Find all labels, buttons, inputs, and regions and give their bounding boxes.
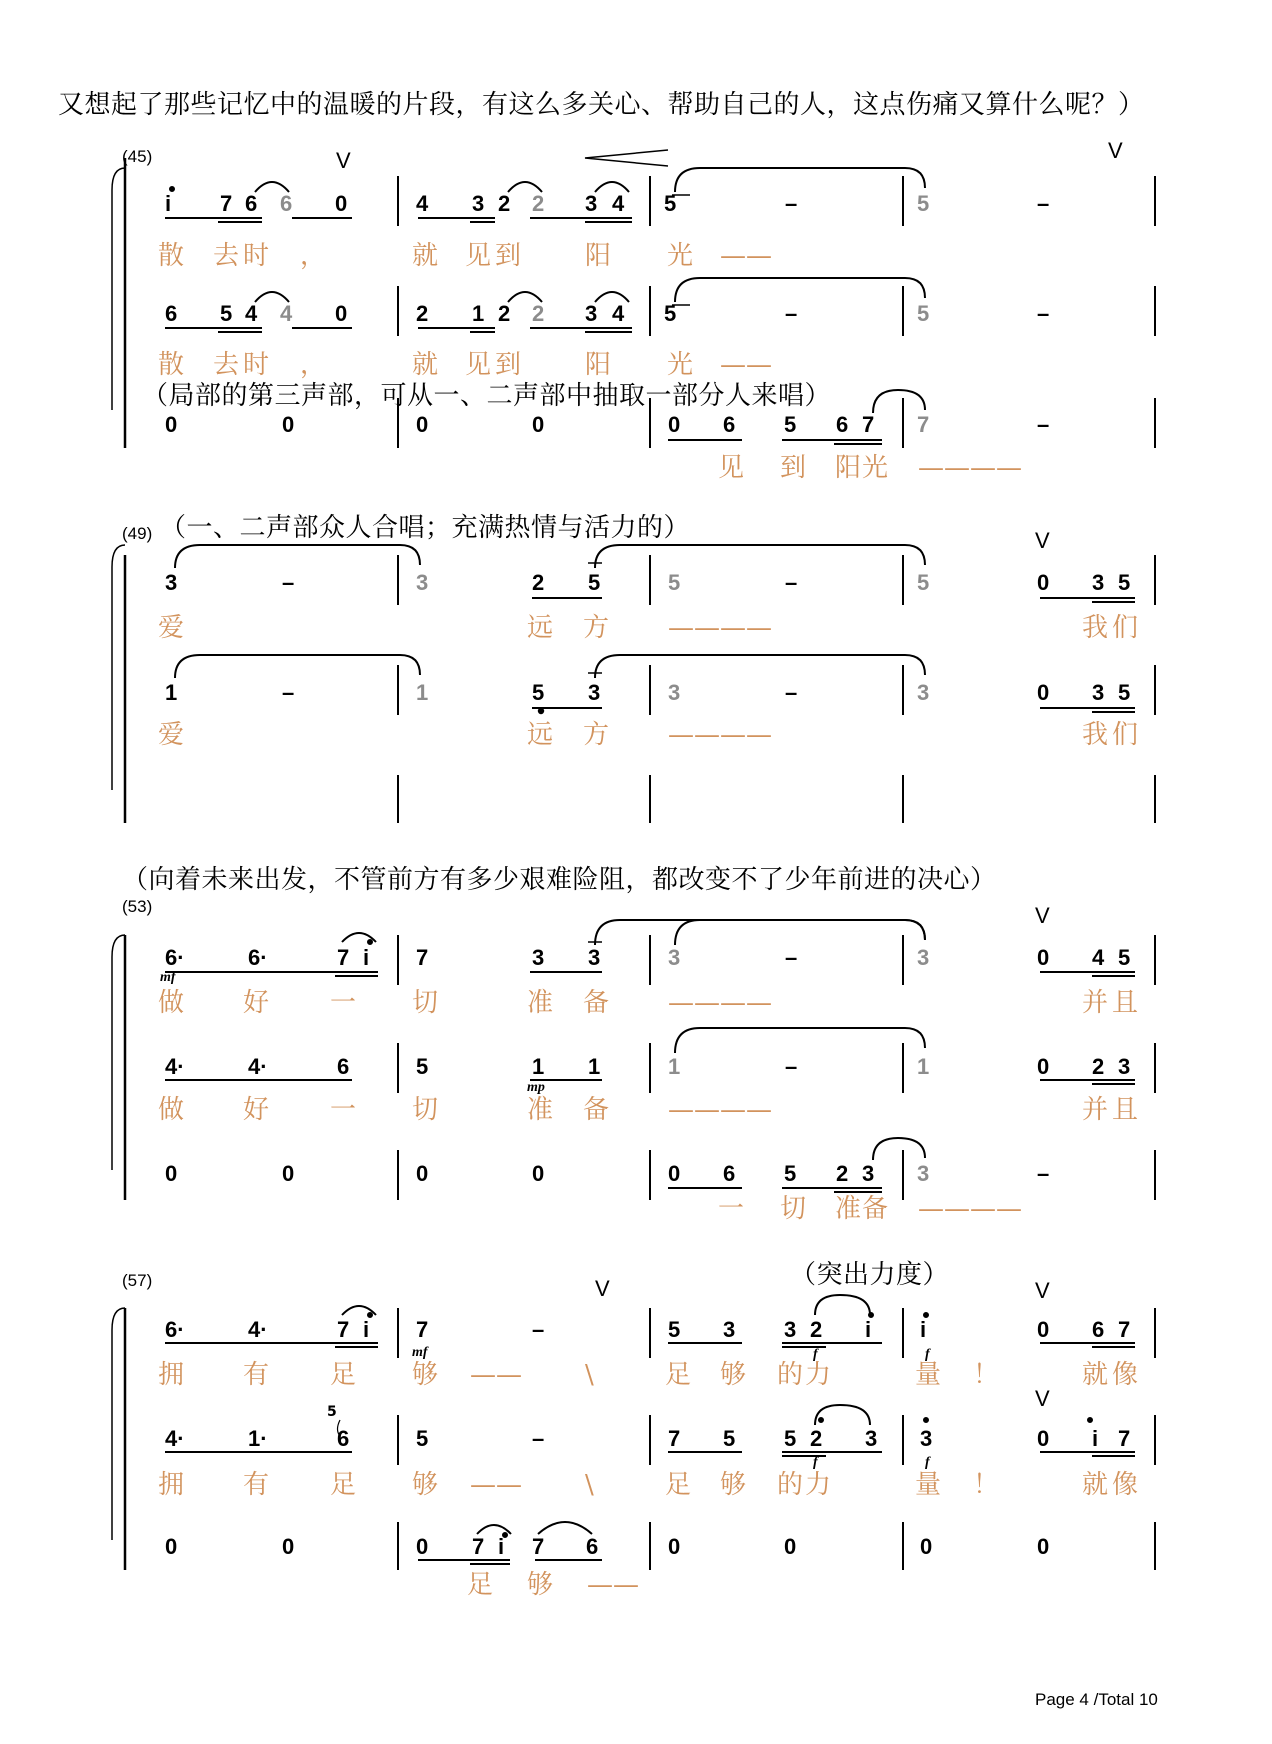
- note: 3: [668, 680, 681, 705]
- note: 2: [532, 191, 545, 216]
- note: 6: [337, 1426, 350, 1451]
- note: 6: [245, 191, 258, 216]
- note: 3: [917, 680, 930, 705]
- lyric: ——: [587, 1570, 639, 1600]
- note: 3: [862, 1161, 875, 1186]
- system-label: (49): [122, 524, 153, 543]
- note: 3: [865, 1426, 878, 1451]
- note: 7: [337, 945, 350, 970]
- lyric: 像: [1112, 1360, 1139, 1390]
- note: 1: [165, 680, 178, 705]
- note: 3: [588, 680, 601, 705]
- lyric: 时: [243, 241, 270, 271]
- lyric: 散: [158, 241, 185, 271]
- note: 1: [588, 1054, 601, 1079]
- note: 0: [668, 412, 681, 437]
- note: 6: [1092, 1317, 1105, 1342]
- lyric: 准: [527, 1095, 554, 1125]
- note: –: [785, 301, 798, 326]
- note: 2: [498, 301, 511, 326]
- note: 7: [917, 412, 930, 437]
- note: 0: [416, 1534, 429, 1559]
- note: 5: [668, 570, 681, 595]
- note: 6·: [165, 1317, 185, 1342]
- note: 2: [416, 301, 429, 326]
- note: 2: [810, 1426, 823, 1451]
- lyric: \: [585, 1470, 594, 1500]
- note: 3: [416, 570, 429, 595]
- note: 7: [337, 1317, 350, 1342]
- dynamic-mark: f: [813, 1455, 818, 1470]
- note: 4: [1092, 945, 1105, 970]
- note: 0: [416, 1161, 429, 1186]
- note: –: [282, 680, 295, 705]
- system-label: (57): [122, 1271, 153, 1290]
- lyric: 并: [1082, 1095, 1109, 1125]
- note: 0: [1037, 1426, 1050, 1451]
- dynamic-mark: f: [925, 1455, 930, 1470]
- dynamic-mark: mf: [412, 1345, 428, 1360]
- note: –: [785, 570, 798, 595]
- note: 0: [920, 1534, 933, 1559]
- note: i: [920, 1317, 927, 1342]
- note: i: [1092, 1426, 1099, 1451]
- system-label: (53): [122, 897, 153, 916]
- lyric: 切: [412, 988, 439, 1018]
- note: 0: [1037, 1054, 1050, 1079]
- note: i: [165, 191, 172, 216]
- note: 4: [245, 301, 258, 326]
- header-note: 又想起了那些记忆中的温暖的片段，有这么多关心、帮助自己的人，这点伤痛又算什么呢？）: [58, 90, 1145, 120]
- lyric: 光: [667, 350, 694, 380]
- lyric: 好: [243, 1095, 270, 1125]
- lyric: 拥: [158, 1470, 185, 1500]
- note: 0: [1037, 680, 1050, 705]
- note: 6: [586, 1534, 599, 1559]
- note: 1: [532, 1054, 545, 1079]
- note: 0: [165, 1534, 178, 1559]
- note: 7: [862, 412, 875, 437]
- note: 6: [723, 412, 736, 437]
- note: 4·: [248, 1317, 268, 1342]
- lyric: 远: [527, 720, 554, 750]
- breath-mark: V: [1035, 1278, 1050, 1303]
- lyric: 阳: [835, 453, 862, 483]
- lyric: 见: [718, 453, 745, 483]
- note: 0: [165, 1161, 178, 1186]
- note: 3: [588, 945, 601, 970]
- note: 3: [668, 945, 681, 970]
- note: 6: [337, 1054, 350, 1079]
- lyric: ————: [668, 720, 772, 750]
- lyric: 阳: [585, 241, 612, 271]
- note: 3: [472, 191, 485, 216]
- note: 0: [416, 412, 429, 437]
- lyric: 切: [412, 1095, 439, 1125]
- note: 5: [784, 412, 797, 437]
- lyric: 够: [527, 1570, 554, 1600]
- lyric: 们: [1112, 613, 1139, 643]
- lyric: 拥: [158, 1360, 185, 1390]
- note: –: [532, 1317, 545, 1342]
- lyric: 够: [720, 1360, 747, 1390]
- lyric: 就: [412, 350, 439, 380]
- note: 4·: [165, 1426, 185, 1451]
- note: 5: [416, 1426, 429, 1451]
- lyric: 备: [583, 988, 610, 1018]
- note: i: [498, 1534, 505, 1559]
- lyric: ————: [918, 453, 1022, 483]
- note: 7: [472, 1534, 485, 1559]
- lyric: 就: [412, 241, 439, 271]
- lyric: ——: [470, 1360, 522, 1390]
- lyric: 去: [213, 350, 240, 380]
- lyric: ！: [973, 1470, 1000, 1500]
- note: 5: [917, 301, 930, 326]
- lyric: 量: [915, 1360, 942, 1390]
- lyric: 一: [330, 1095, 357, 1125]
- lyric: 见: [465, 241, 492, 271]
- note: –: [1037, 191, 1050, 216]
- note: 1: [668, 1054, 681, 1079]
- breath-mark: V: [1108, 138, 1123, 163]
- lyric: 的: [777, 1360, 804, 1390]
- note: –: [1037, 301, 1050, 326]
- note: 5: [532, 680, 545, 705]
- note: 3: [917, 1161, 930, 1186]
- lyric: 们: [1112, 720, 1139, 750]
- note: 3: [920, 1426, 933, 1451]
- lyric: 我: [1082, 720, 1109, 750]
- lyric: 一: [718, 1194, 745, 1224]
- lyric: 准: [527, 988, 554, 1018]
- lyric: 远: [527, 613, 554, 643]
- note: 4: [280, 301, 293, 326]
- note: –: [532, 1426, 545, 1451]
- lyric: 做: [158, 988, 185, 1018]
- note: 3: [532, 945, 545, 970]
- part-note: （突出力度）: [790, 1260, 950, 1290]
- note: 0: [165, 412, 178, 437]
- breath-mark: V: [1035, 903, 1050, 928]
- lyric: 备: [583, 1095, 610, 1125]
- note: 6: [723, 1161, 736, 1186]
- breath-mark: V: [1035, 1386, 1050, 1411]
- lyric: 光: [667, 241, 694, 271]
- note: 3: [1092, 570, 1105, 595]
- dynamic-mark: f: [925, 1347, 930, 1362]
- note: 5: [664, 191, 677, 216]
- note: 2: [1092, 1054, 1105, 1079]
- note: 3: [784, 1317, 797, 1342]
- note: i: [363, 945, 370, 970]
- note: 6: [280, 191, 293, 216]
- lyric: 足: [467, 1570, 494, 1600]
- lyric: 准: [835, 1194, 862, 1224]
- note: –: [785, 1054, 798, 1079]
- lyric: 力: [805, 1470, 832, 1500]
- note: 7: [1118, 1426, 1131, 1451]
- note: 6·: [248, 945, 268, 970]
- note: 5: [668, 1317, 681, 1342]
- lyric: 够: [720, 1470, 747, 1500]
- note: 0: [282, 412, 295, 437]
- note: 5: [917, 191, 930, 216]
- note: 3: [917, 945, 930, 970]
- note: 6·: [165, 945, 185, 970]
- lyric: 有: [243, 1470, 270, 1500]
- lyric: 有: [243, 1360, 270, 1390]
- note: 5: [1118, 570, 1131, 595]
- lyric: ——: [720, 241, 772, 271]
- note: 3: [165, 570, 178, 595]
- note: 6: [836, 412, 849, 437]
- breath-mark: V: [1035, 528, 1050, 553]
- lyric: ——: [470, 1470, 522, 1500]
- lyric: 切: [780, 1194, 807, 1224]
- note: 0: [532, 412, 545, 437]
- lyric: ————: [918, 1194, 1022, 1224]
- lyric: 方: [583, 613, 610, 643]
- part-note: （向着未来出发，不管前方有多少艰难险阻，都改变不了少年前进的决心）: [122, 865, 997, 895]
- note: 1: [917, 1054, 930, 1079]
- note: 1: [472, 301, 485, 326]
- breath-mark: V: [595, 1276, 610, 1301]
- lyric: ————: [668, 613, 772, 643]
- lyric: 够: [412, 1360, 439, 1390]
- note: 0: [668, 1161, 681, 1186]
- note: 2: [532, 570, 545, 595]
- note: 4: [612, 301, 625, 326]
- lyric: ——: [720, 350, 772, 380]
- note: 3: [585, 301, 598, 326]
- lyric: 我: [1082, 613, 1109, 643]
- lyric: 并: [1082, 988, 1109, 1018]
- lyric: \: [585, 1360, 594, 1390]
- lyric: 量: [915, 1470, 942, 1500]
- dynamic-mark: mf: [160, 970, 176, 985]
- note: 3: [723, 1317, 736, 1342]
- lyric: 爱: [158, 720, 185, 750]
- note: –: [1037, 1161, 1050, 1186]
- lyric: 就: [1082, 1470, 1109, 1500]
- lyric: ————: [668, 1095, 772, 1125]
- note: –: [785, 945, 798, 970]
- note: 4·: [248, 1054, 268, 1079]
- page-number: Page 4 /Total 10: [1035, 1690, 1158, 1709]
- note: 1: [416, 680, 429, 705]
- note: 2: [836, 1161, 849, 1186]
- lyric: 阳: [585, 350, 612, 380]
- breath-mark: V: [336, 148, 351, 173]
- note: i: [865, 1317, 872, 1342]
- note: 0: [1037, 1317, 1050, 1342]
- lyric: 的: [777, 1470, 804, 1500]
- part-note: （局部的第三声部，可从一、二声部中抽取一部分人来唱）: [142, 381, 832, 411]
- note: 7: [416, 945, 429, 970]
- note: 5: [588, 570, 601, 595]
- note: –: [785, 191, 798, 216]
- note: –: [1037, 412, 1050, 437]
- lyric: 方: [583, 720, 610, 750]
- note: 3: [1092, 680, 1105, 705]
- lyric: 到: [495, 350, 522, 380]
- note: 5: [416, 1054, 429, 1079]
- lyric: ，: [300, 241, 327, 271]
- lyric: 到: [780, 453, 807, 483]
- note: 7: [416, 1317, 429, 1342]
- note: 4·: [165, 1054, 185, 1079]
- note: 5: [784, 1426, 797, 1451]
- note: 5: [1118, 680, 1131, 705]
- lyric: 好: [243, 988, 270, 1018]
- note: –: [282, 570, 295, 595]
- grace-note: 5: [327, 1404, 337, 1420]
- lyric: 做: [158, 1095, 185, 1125]
- lyric: 时: [243, 350, 270, 380]
- note: 0: [668, 1534, 681, 1559]
- note: 7: [220, 191, 233, 216]
- note: 2: [498, 191, 511, 216]
- lyric: 去: [213, 241, 240, 271]
- lyric: 见: [465, 350, 492, 380]
- note: 0: [1037, 945, 1050, 970]
- lyric: ————: [668, 988, 772, 1018]
- note: 5: [723, 1426, 736, 1451]
- note: 3: [585, 191, 598, 216]
- note: 0: [1037, 570, 1050, 595]
- note: 0: [532, 1161, 545, 1186]
- lyric: 爱: [158, 613, 185, 643]
- note: 4: [612, 191, 625, 216]
- system-label: (45): [122, 147, 153, 166]
- lyric: 散: [158, 350, 185, 380]
- note: 2: [810, 1317, 823, 1342]
- lyric: 足: [330, 1470, 357, 1500]
- note: 0: [335, 191, 348, 216]
- note: 4: [416, 191, 429, 216]
- note: 1·: [248, 1426, 268, 1451]
- note: –: [785, 680, 798, 705]
- note: 0: [1037, 1534, 1050, 1559]
- note: 5: [917, 570, 930, 595]
- lyric: 且: [1112, 988, 1139, 1018]
- lyric: ，: [300, 350, 327, 380]
- note: 6: [165, 301, 178, 326]
- note: 0: [282, 1161, 295, 1186]
- note: 7: [1118, 1317, 1131, 1342]
- lyric: 足: [665, 1470, 692, 1500]
- lyric: 像: [1112, 1470, 1139, 1500]
- lyric: 够: [412, 1470, 439, 1500]
- note: 5: [784, 1161, 797, 1186]
- lyric: 光: [862, 453, 889, 483]
- dynamic-mark: mp: [527, 1080, 545, 1095]
- lyric: 备: [862, 1194, 889, 1224]
- note: 5: [220, 301, 233, 326]
- lyric: 足: [665, 1360, 692, 1390]
- note: 3: [1118, 1054, 1131, 1079]
- note: 0: [335, 301, 348, 326]
- note: 7: [668, 1426, 681, 1451]
- note: i: [363, 1317, 370, 1342]
- lyric: 到: [495, 241, 522, 271]
- note: 2: [532, 301, 545, 326]
- note: 0: [784, 1534, 797, 1559]
- dynamic-mark: f: [813, 1347, 818, 1362]
- lyric: 足: [330, 1360, 357, 1390]
- note: 0: [282, 1534, 295, 1559]
- lyric: 一: [330, 988, 357, 1018]
- note: 7: [532, 1534, 545, 1559]
- note: 5: [1118, 945, 1131, 970]
- lyric: 力: [805, 1360, 832, 1390]
- lyric: 且: [1112, 1095, 1139, 1125]
- part-note: （一、二声部众人合唱；充满热情与活力的）: [160, 513, 691, 543]
- note: 5: [664, 301, 677, 326]
- lyric: 就: [1082, 1360, 1109, 1390]
- lyric: ！: [973, 1360, 1000, 1390]
